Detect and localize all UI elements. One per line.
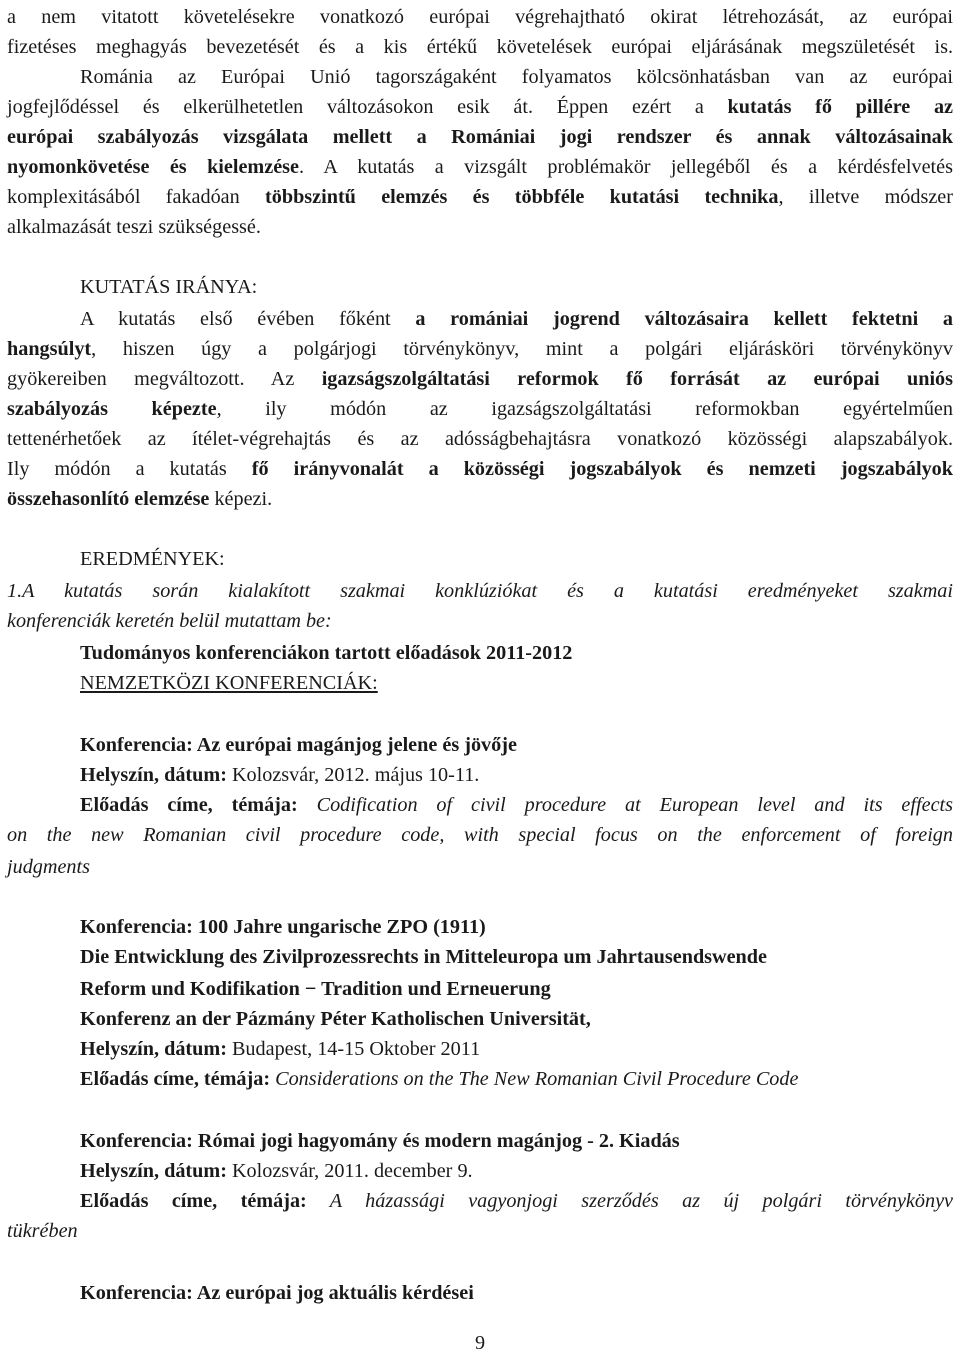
intro-line-4 [7, 92, 953, 122]
intro-line-5: európai szabályozás vizsgálata mellett a Romániai jogi rendszer és annak változásainak [7, 126, 953, 148]
intro-text: , illetve módszer [778, 186, 953, 208]
intro-line-1: a nem vitatott követelésekre vonatkozó európai végrehajtható okirat létrehozását, az európai [7, 6, 953, 28]
conference-3-talk-line-2: tükrében [7, 1220, 78, 1242]
direction-text: A kutatás első évében főként [80, 308, 416, 330]
direction-line-2 [7, 334, 953, 364]
direction-line-5: tettenérhetőek az ítélet-végrehajtás és az adósságbehajtásra vonatkozó közösségi alapszabályok. [7, 428, 953, 450]
intro-emphasis: nyomonkövetése és kielemzése [7, 156, 299, 178]
intro-emphasis: kutatás fő pillére az [727, 96, 953, 118]
direction-heading: KUTATÁS IRÁNYA: [80, 276, 258, 298]
place-label: Helyszín, dátum: [80, 1160, 227, 1182]
direction-text: gyökereiben megváltozott. Az [7, 368, 322, 390]
direction-text: képezi. [209, 488, 273, 510]
results-heading: EREDMÉNYEK: [80, 548, 225, 570]
results-line-2: konferenciák keretén belül mutattam be: [7, 610, 332, 632]
direction-emphasis: a romániai jogrend változásaira kellett fektetni a [415, 308, 953, 330]
talk-title: Considerations on the The New Romanian Civil Procedure Code [270, 1068, 799, 1090]
talk-label: Előadás címe, témája: [80, 794, 298, 816]
talk-title: A házassági vagyonjogi szerződés az új polgári törvénykönyv [306, 1190, 953, 1212]
place-value: Kolozsvár, 2011. december 9. [226, 1160, 473, 1182]
conference-3-place [80, 1156, 953, 1186]
place-label: Helyszín, dátum: [80, 1038, 227, 1060]
direction-line-3 [7, 364, 953, 394]
conference-1-talk-line-1 [80, 790, 953, 820]
intro-emphasis: többszintű elemzés és többféle kutatási technika [265, 186, 779, 208]
page-number: 9 [474, 1332, 486, 1354]
conference-2-name: Konferencia: 100 Jahre ungarische ZPO (1911) [80, 916, 486, 938]
intro-line-8: alkalmazását teszi szükségessé. [7, 216, 261, 238]
results-line-1: 1.A kutatás során kialakított szakmai konklúziókat és a kutatási eredményeket szakmai [7, 580, 953, 602]
conference-1-talk-line-2: on the new Romanian civil procedure code, with special focus on the enforcement of foreign [7, 824, 953, 846]
intro-text: jogfejlődéssel és elkerülhetetlen változásokon esik át. Éppen ezért a [7, 96, 728, 118]
direction-emphasis: hangsúlyt [7, 338, 92, 360]
direction-line-7 [7, 484, 953, 514]
intro-text: komplexitásából fakadóan [7, 186, 266, 208]
conference-2-place [80, 1034, 953, 1064]
intro-text: . A kutatás a vizsgált problémakör jellegéből és a kérdésfelvetés [298, 156, 953, 178]
direction-line-6 [7, 454, 953, 484]
direction-line-4 [7, 394, 953, 424]
conference-4-name: Konferencia: Az európai jog aktuális kérdései [80, 1282, 474, 1304]
conference-3-name: Konferencia: Római jogi hagyomány és modern magánjog - 2. Kiadás [80, 1130, 680, 1152]
conference-2-subtitle: Die Entwicklung des Zivilprozessrechts in Mitteleuropa um Jahrtausendswende [80, 946, 767, 968]
conference-1-talk-line-3: judgments [7, 856, 90, 878]
talk-label: Előadás címe, témája: [80, 1068, 271, 1090]
place-label: Helyszín, dátum: [80, 764, 227, 786]
direction-emphasis: fő irányvonalát a közösségi jogszabályok és nemzeti jogszabályok [251, 458, 953, 480]
conference-1-place [80, 760, 953, 790]
intro-line-6 [7, 152, 953, 182]
talks-title: Tudományos konferenciákon tartott előadások 2011-2012 [80, 642, 573, 664]
direction-text: Ily módón a kutatás [7, 458, 252, 480]
direction-emphasis: igazságszolgáltatási reformok fő forrását az európai uniós [321, 368, 954, 390]
conference-2-venue: Konferenz an der Pázmány Péter Katholischen Universität, [80, 1008, 591, 1030]
place-value: Kolozsvár, 2012. május 10-11. [226, 764, 480, 786]
international-conferences-title: NEMZETKÖZI KONFERENCIÁK: [80, 672, 378, 694]
direction-line-1 [80, 304, 953, 334]
place-value: Budapest, 14-15 Oktober 2011 [226, 1038, 481, 1060]
talk-label: Előadás címe, témája: [80, 1190, 307, 1212]
direction-text: , ily módón az igazságszolgáltatási reformokban egyértelműen [216, 398, 953, 420]
direction-emphasis: szabályozás képezte [7, 398, 217, 420]
conference-3-talk-line-1 [80, 1186, 953, 1216]
direction-emphasis: összehasonlító elemzése [7, 488, 210, 510]
conference-2-theme: Reform und Kodifikation − Tradition und Erneuerung [80, 978, 551, 1000]
direction-text: , hiszen úgy a polgárjogi törvénykönyv, mint a polgári eljárásköri törvénykönyv [91, 338, 953, 360]
intro-line-3: Románia az Európai Unió tagországaként folyamatos kölcsönhatásban van az európai [80, 66, 953, 88]
intro-line-2: fizetéses meghagyás bevezetését és a kis értékű követelések európai eljárásának megszületését is. [7, 36, 953, 58]
intro-line-7 [7, 182, 953, 212]
talk-title: Codification of civil procedure at European level and its effects [297, 794, 953, 816]
conference-2-talk [80, 1064, 953, 1094]
conference-1-name: Konferencia: Az európai magánjog jelene és jövője [80, 734, 517, 756]
